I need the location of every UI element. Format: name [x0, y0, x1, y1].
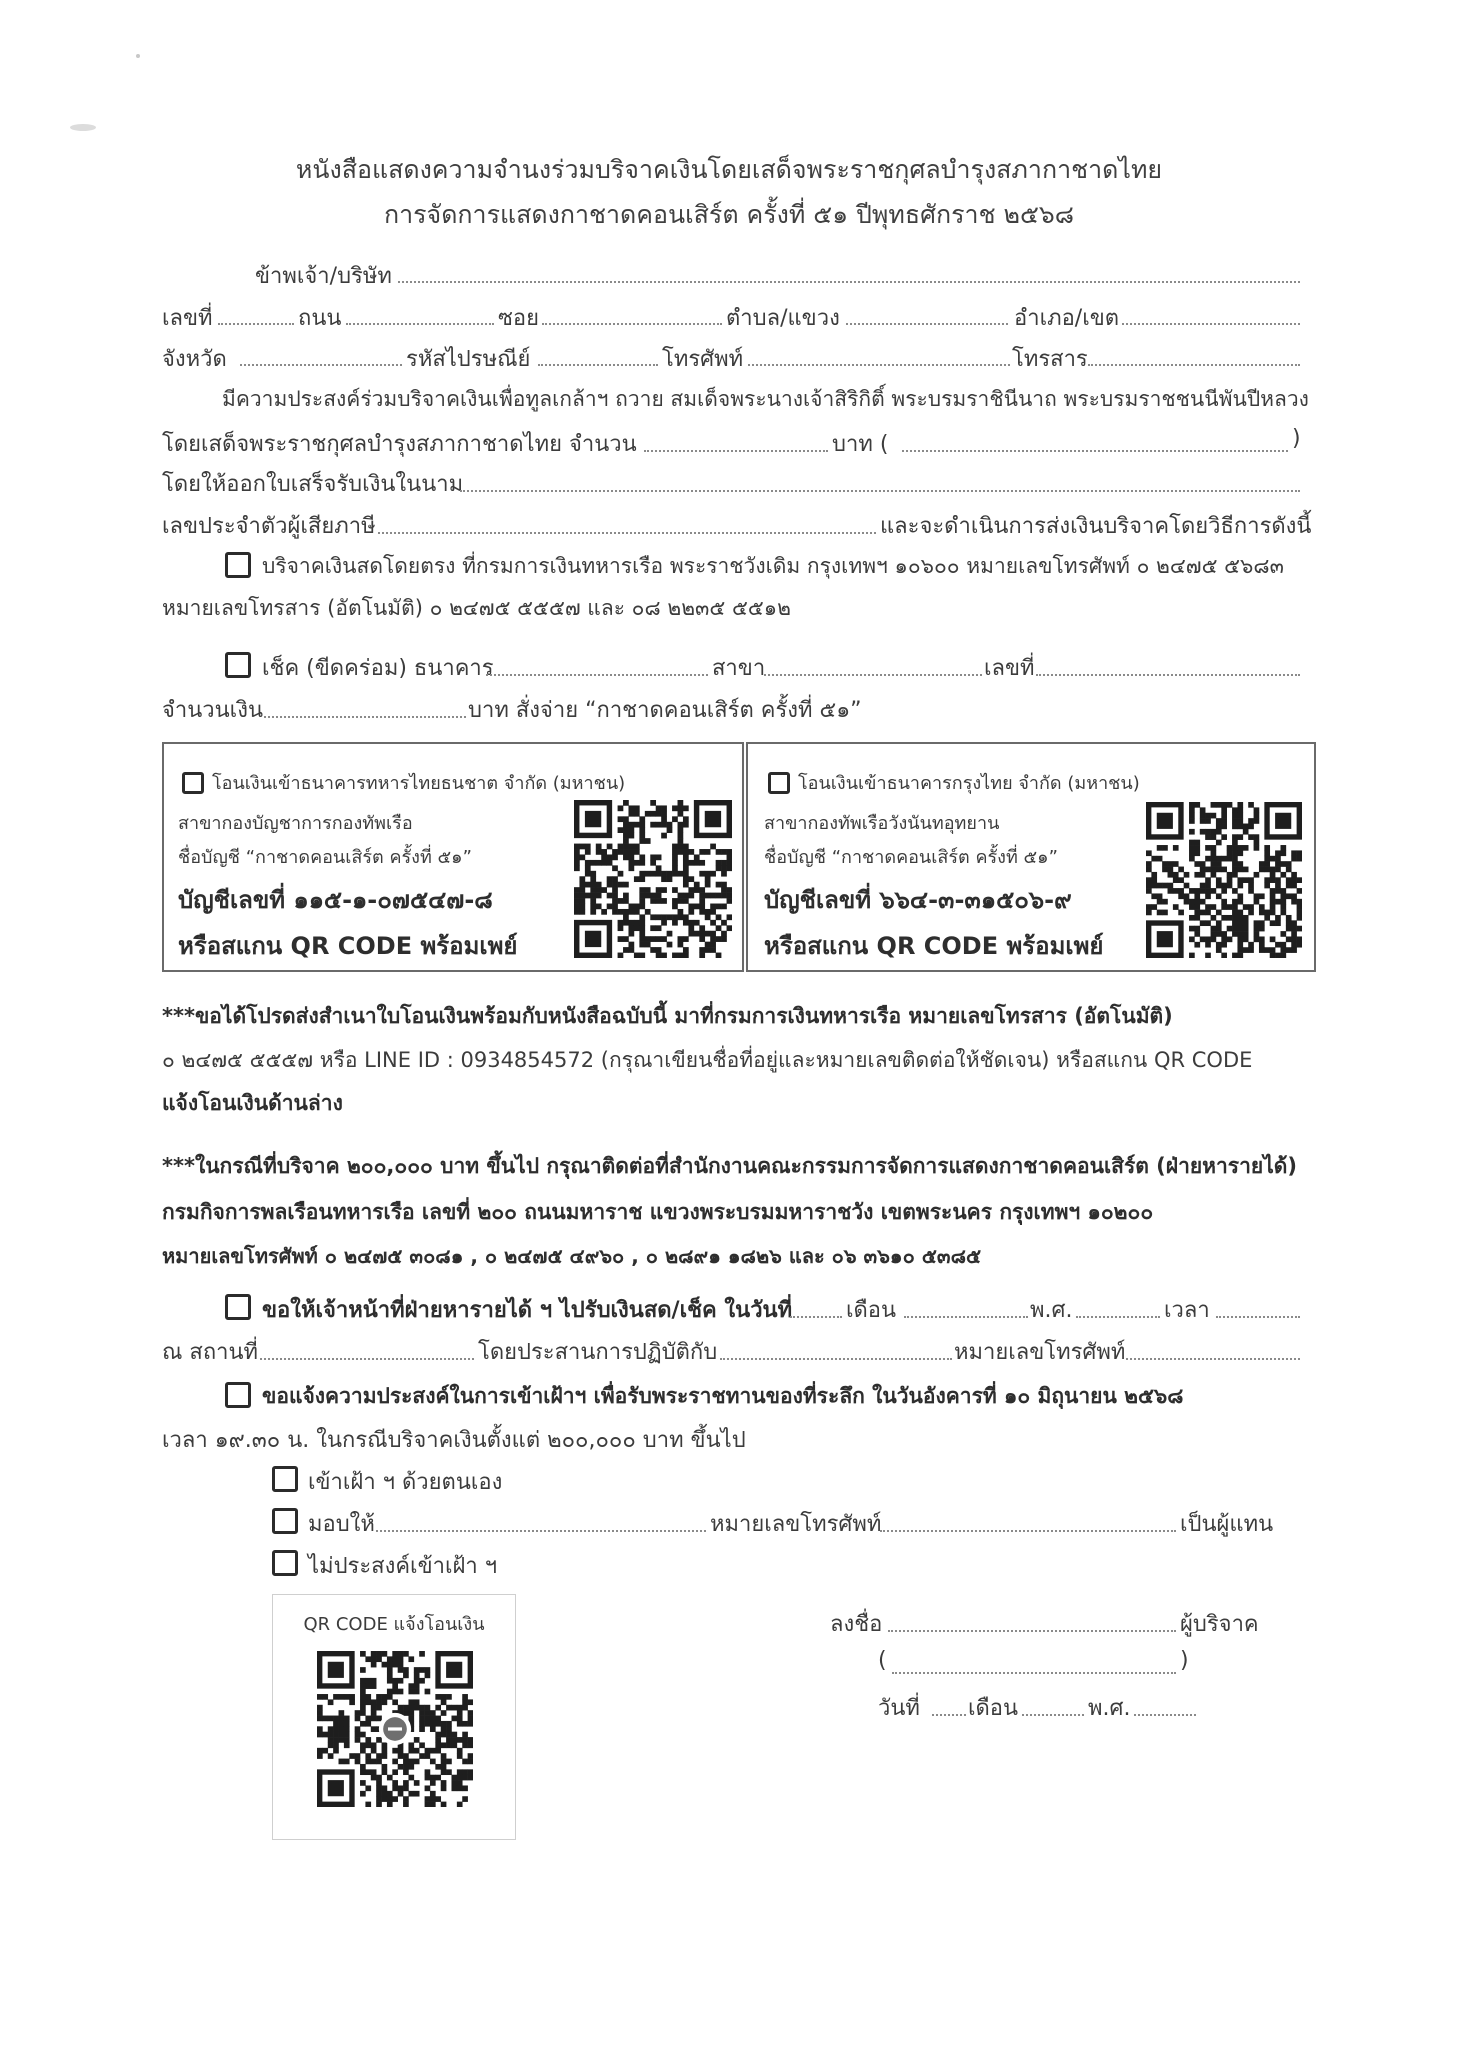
bank-ttb-scan-text: หรือสแกน QR CODE พร้อมเพย์ [178, 932, 518, 960]
district-label: อำเภอ/เขต [1014, 306, 1120, 331]
tax-id-label: เลขประจำตัวผู้เสียภาษี [162, 514, 376, 539]
transfer-notify-qr-label: QR CODE แจ้งโอนเงิน [303, 1614, 485, 1635]
fax-label: โทรสาร [1012, 347, 1088, 372]
audience-delegate-checkbox[interactable] [272, 1508, 298, 1534]
bank-ttb-checkbox[interactable] [182, 772, 204, 794]
sign-year-label: พ.ศ. [1088, 1696, 1131, 1721]
transfer-notify-qr-box [272, 1594, 516, 1840]
amount-close-paren: ) [1292, 426, 1301, 451]
pickup-day-field[interactable] [790, 1316, 842, 1318]
bank-ktb-account-no: บัญชีเลขที่ ๖๖๔-๓-๓๑๕๐๖-๙ [764, 886, 1072, 914]
receipt-name-field[interactable] [460, 490, 1300, 492]
province-label: จังหวัด [162, 347, 227, 372]
baht-open-label: บาท ( [832, 432, 889, 457]
intent-line-1: มีความประสงค์ร่วมบริจาคเงินเพื่อทูลเกล้าฯ ถวาย สมเด็จพระนางเจ้าสิริกิติ์ พระบรมราชินีนาถ พระบรมราชชนนีพันปีหลวง [222, 387, 1309, 411]
note2-line-2: กรมกิจการพลเรือนทหารเรือ เลขที่ ๒๐๐ ถนนมหาราช แขวงพระบรมมหาราชวัง เขตพระนคร กรุงเทพฯ ๑๐๒๐๐ [162, 1200, 1154, 1224]
note1-line-1: ***ขอได้โปรดส่งสำเนาใบโอนเงินพร้อมกับหนังสือฉบับนี้ มาที่กรมการเงินทหารเรือ หมายเลขโทรสาร (อัตโนมัติ) [162, 1004, 1173, 1028]
cash-line-2: หมายเลขโทรสาร (อัตโนมัติ) ๐ ๒๔๗๕ ๕๕๕๗ และ ๐๘ ๒๒๓๕ ๕๕๑๒ [162, 596, 791, 620]
cheque-no-field[interactable] [1036, 674, 1300, 676]
pickup-month-field[interactable] [904, 1316, 1028, 1318]
pickup-coord-field[interactable] [720, 1358, 952, 1360]
address-no-label: เลขที่ [162, 306, 213, 331]
pickup-year-label: พ.ศ. [1030, 1298, 1073, 1323]
province-field[interactable] [240, 364, 402, 366]
bank-ttb-account-no: บัญชีเลขที่ ๑๑๕-๑-๐๗๕๔๗-๘ [178, 886, 493, 914]
note2-line-3: หมายเลขโทรศัพท์ ๐ ๒๔๗๕ ๓๐๘๑ , ๐ ๒๔๗๕ ๔๙๖๐ , ๐ ๒๘๙๑ ๑๘๒๖ และ ๐๖ ๓๖๑๐ ๕๓๘๕ [162, 1244, 982, 1268]
cheque-branch-label: สาขา [712, 656, 766, 681]
pickup-phone-label: หมายเลขโทรศัพท์ [954, 1340, 1126, 1365]
pickup-month-label: เดือน [846, 1298, 897, 1323]
audience-delegate-label: มอบให้ [308, 1512, 375, 1537]
phone-field[interactable] [748, 364, 1010, 366]
cheque-bank-label: เช็ค (ขีดคร่อม) ธนาคาร [262, 656, 494, 681]
bank-transfer-ktb [746, 742, 1316, 972]
audience-none-label: ไม่ประสงค์เข้าเฝ้า ฯ [308, 1554, 498, 1579]
road-label: ถนน [298, 306, 342, 331]
scan-mark [70, 124, 96, 131]
sign-field[interactable] [888, 1630, 1176, 1632]
note1-line-2: ๐ ๒๔๗๕ ๕๕๕๗ หรือ LINE ID : 0934854572 (กรุณาเขียนชื่อที่อยู่และหมายเลขติดต่อให้ชัดเจน) หรือสแกน QR CODE [162, 1048, 1253, 1072]
cheque-checkbox[interactable] [225, 652, 251, 678]
district-field[interactable] [1122, 323, 1300, 325]
road-field[interactable] [346, 323, 494, 325]
audience-checkbox[interactable] [225, 1382, 251, 1408]
amount-field[interactable] [644, 450, 828, 452]
postcode-field[interactable] [538, 364, 658, 366]
intent-line-2: โดยเสด็จพระราชกุศลบำรุงสภากาชาดไทย จำนวน [162, 432, 637, 457]
delegate-name-field[interactable] [376, 1530, 706, 1532]
delegate-phone-label: หมายเลขโทรศัพท์ [710, 1512, 882, 1537]
audience-none-checkbox[interactable] [272, 1550, 298, 1576]
cash-line-1: บริจาคเงินสดโดยตรง ที่กรมการเงินทหารเรือ พระราชวังเดิม กรุงเทพฯ ๑๐๖๐๐ หมายเลขโทรศัพท์ ๐ ๒๔๗๕ ๕๖๘๓ [262, 554, 1284, 578]
bank-ktb-checkbox[interactable] [768, 772, 790, 794]
amount-words-field[interactable] [902, 450, 1288, 452]
promptpay-ktb-qr-icon[interactable] [1146, 802, 1302, 958]
cash-checkbox[interactable] [225, 552, 251, 578]
bank-ttb-title: โอนเงินเข้าธนาคารทหารไทยธนชาต จำกัด (มหาชน) [212, 773, 626, 794]
bank-ktb-account-name: ชื่อบัญชี “กาชาดคอนเสิร์ต ครั้งที่ ๕๑” [764, 847, 1058, 868]
audience-self-label: เข้าเฝ้า ฯ ด้วยตนเอง [308, 1470, 503, 1495]
pickup-checkbox[interactable] [225, 1294, 251, 1320]
bank-ttb-account-name: ชื่อบัญชี “กาชาดคอนเสิร์ต ครั้งที่ ๕๑” [178, 847, 472, 868]
pickup-place-field[interactable] [260, 1358, 474, 1360]
sign-label: ลงชื่อ [830, 1612, 883, 1637]
cheque-payto: บาท สั่งจ่าย “กาชาดคอนเสิร์ต ครั้งที่ ๕๑” [468, 698, 862, 723]
scan-mark [136, 54, 140, 58]
bank-ttb-branch: สาขากองบัญชาการกองทัพเรือ [178, 813, 413, 834]
promptpay-ttb-qr-icon[interactable] [574, 800, 732, 958]
soi-label: ซอย [498, 306, 540, 331]
postcode-label: รหัสไปรษณีย์ [406, 347, 531, 372]
cheque-bank-field[interactable] [486, 674, 708, 676]
receipt-name-label: โดยให้ออกใบเสร็จรับเงินในนาม [162, 472, 464, 497]
printed-name-field[interactable] [892, 1672, 1176, 1674]
pickup-coord-label: โดยประสานการปฏิบัติกับ [478, 1340, 718, 1365]
form-subtitle: การจัดการแสดงกาชาดคอนเสิร์ต ครั้งที่ ๕๑ ปีพุทธศักราช ๒๕๖๘ [383, 200, 1075, 229]
subdistrict-field[interactable] [846, 323, 1008, 325]
bank-ktb-title: โอนเงินเข้าธนาคารกรุงไทย จำกัด (มหาชน) [798, 773, 1140, 794]
cheque-no-label: เลขที่ [984, 656, 1035, 681]
audience-self-checkbox[interactable] [272, 1466, 298, 1492]
donor-name-label: ข้าพเจ้า/บริษัท [255, 264, 392, 289]
bank-ktb-scan-text: หรือสแกน QR CODE พร้อมเพย์ [764, 932, 1104, 960]
delegate-phone-field[interactable] [880, 1530, 1176, 1532]
method-intro: และจะดำเนินการส่งเงินบริจาคโดยวิธีการดังนี้ [880, 514, 1312, 539]
sign-day-label: วันที่ [878, 1696, 920, 1721]
note1-line-3: แจ้งโอนเงินด้านล่าง [162, 1091, 343, 1115]
line-notify-qr-icon[interactable] [317, 1651, 473, 1807]
tax-id-field[interactable] [378, 532, 876, 534]
pickup-time-label: เวลา [1164, 1298, 1210, 1323]
cheque-amount-field[interactable] [264, 716, 466, 718]
audience-line-2: เวลา ๑๙.๓๐ น. ในกรณีบริจาคเงินตั้งแต่ ๒๐๐,๐๐๐ บาท ขึ้นไป [162, 1428, 746, 1453]
sign-day-field[interactable] [932, 1714, 966, 1716]
pickup-place-label: ณ สถานที่ [162, 1340, 259, 1365]
phone-label: โทรศัพท์ [662, 347, 744, 372]
sign-month-label: เดือน [968, 1696, 1019, 1721]
delegate-suffix: เป็นผู้แทน [1180, 1512, 1274, 1537]
sign-year-field[interactable] [1134, 1714, 1196, 1716]
pickup-time-field[interactable] [1216, 1316, 1300, 1318]
bank-ktb-branch: สาขากองทัพเรือวังนันทอุทยาน [764, 813, 1000, 834]
note2-line-1: ***ในกรณีที่บริจาค ๒๐๐,๐๐๐ บาท ขึ้นไป กรุณาติดต่อที่สำนักงานคณะกรรมการจัดการแสดงกาชาดคอนเสิร์ต (ฝ่ายหารายได้) [162, 1154, 1297, 1178]
cheque-branch-field[interactable] [764, 674, 982, 676]
fax-field[interactable] [1088, 364, 1300, 366]
sign-close-paren: ) [1180, 1648, 1189, 1673]
donor-name-field[interactable] [398, 281, 1300, 283]
address-no-field[interactable] [218, 323, 294, 325]
sign-donor-suffix: ผู้บริจาค [1180, 1612, 1259, 1637]
bank-transfer-ttb [162, 742, 744, 972]
pickup-year-field[interactable] [1076, 1316, 1160, 1318]
sign-open-paren: ( [878, 1648, 887, 1673]
pickup-phone-field[interactable] [1126, 1358, 1300, 1360]
pickup-label: ขอให้เจ้าหน้าที่ฝ่ายหารายได้ ฯ ไปรับเงินสด/เช็ค ในวันที่ [262, 1298, 793, 1323]
form-title: หนังสือแสดงความจำนงร่วมบริจาคเงินโดยเสด็จพระราชกุศลบำรุงสภากาชาดไทย [295, 155, 1163, 184]
sign-month-field[interactable] [1022, 1714, 1084, 1716]
soi-field[interactable] [542, 323, 722, 325]
audience-line-1: ขอแจ้งความประสงค์ในการเข้าเฝ้าฯ เพื่อรับพระราชทานของที่ระลึก ในวันอังคารที่ ๑๐ มิถุนายน ๒๕๖๘ [262, 1384, 1184, 1408]
subdistrict-label: ตำบล/แขวง [726, 306, 840, 331]
cheque-amount-label: จำนวนเงิน [162, 698, 263, 723]
